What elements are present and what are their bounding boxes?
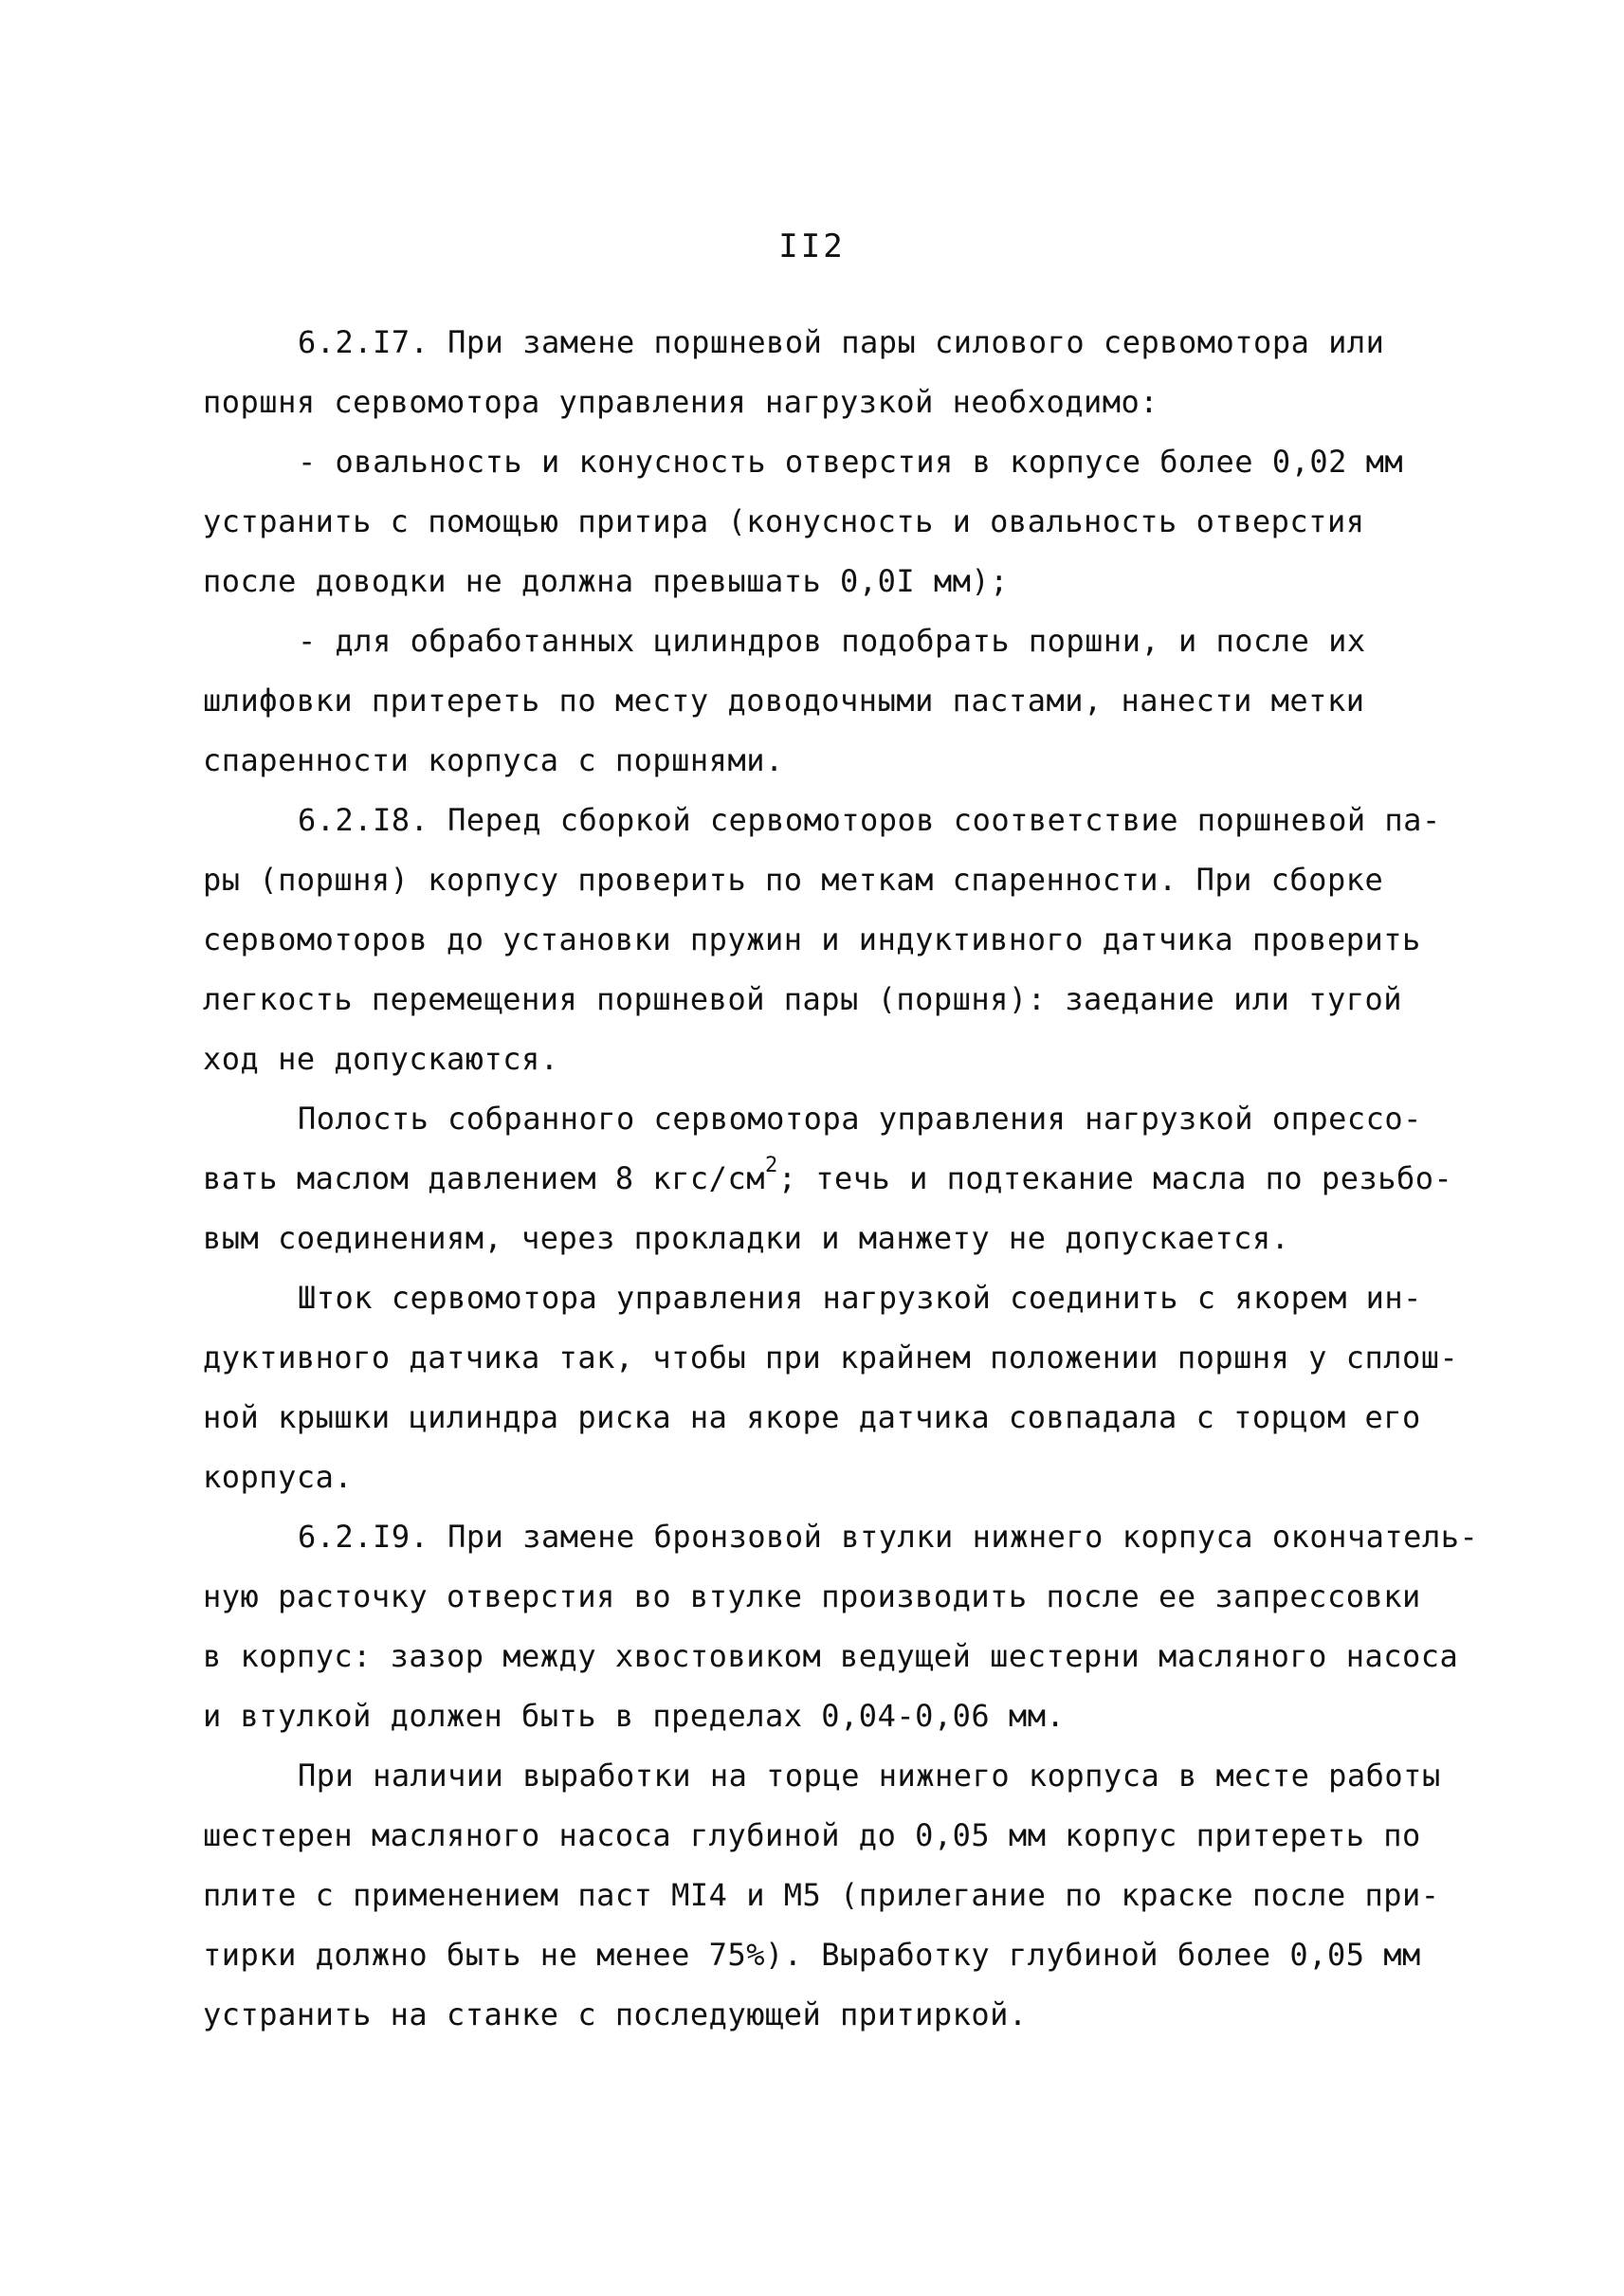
text-line: ной крышки цилиндра риска на якоре датчика совпадала с торцом его: [203, 1399, 1421, 1435]
body-text: [203, 313, 1479, 2045]
text-line: ход не допускаются.: [203, 1041, 559, 1077]
text-line: - овальность и конусность отверстия в корпусе более 0,02 мм: [298, 444, 1404, 480]
text-line: При наличии выработки на торце нижнего корпуса в месте работы: [298, 1758, 1441, 1794]
text-line: Шток сервомотора управления нагрузкой соединить с якорем ин-: [298, 1280, 1422, 1316]
text-line: - для обработанных цилиндров подобрать поршни, и после их: [298, 623, 1366, 659]
text-line: и втулкой должен быть в пределах 0,04-0,06 мм.: [203, 1698, 1066, 1734]
page-number: II2: [778, 228, 846, 265]
text-line: 6.2.I7. При замене поршневой пары силового сервомотора или: [298, 324, 1385, 360]
text-line: 6.2.I9. При замене бронзовой втулки нижнего корпуса окончатель-: [298, 1519, 1479, 1555]
text-fragment: вать маслом давлением 8 кгс/см: [203, 1160, 765, 1196]
text-line: ры (поршня) корпусу проверить по меткам спаренности. При сборке: [203, 862, 1384, 898]
text-line: 6.2.I8. Перед сборкой сервомоторов соответствие поршневой па-: [298, 802, 1441, 838]
text-line: тирки должно быть не менее 75%). Выработку глубиной более 0,05 мм: [203, 1937, 1421, 1973]
text-line: сервомоторов до установки пружин и индуктивного датчика проверить: [203, 921, 1421, 957]
text-line-with-superscript: [203, 1149, 1473, 1209]
text-line: в корпус: зазор между хвостовиком ведущей шестерни масляного насоса: [203, 1638, 1459, 1674]
text-line: поршня сервомотора управления нагрузкой необходимо:: [203, 384, 1159, 420]
text-line: дуктивного датчика так, чтобы при крайнем положении поршня у сплош-: [203, 1339, 1459, 1376]
text-line: вым соединениям, через прокладки и манжету не допускается.: [203, 1220, 1290, 1256]
superscript: 2: [764, 1154, 778, 1178]
text-line: легкость перемещения поршневой пары (поршня): заедание или тугой: [203, 981, 1402, 1017]
text-line: шестерен масляного насоса глубиной до 0,05 мм корпус притереть по: [203, 1817, 1421, 1853]
text-line: спаренности корпуса с поршнями.: [203, 742, 784, 778]
text-line: ную расточку отверстия во втулке производить после ее запрессовки: [203, 1578, 1421, 1614]
text-line: после доводки не должна превышать 0,0I мм);: [203, 563, 1009, 599]
text-line: плите с применением паст МI4 и М5 (прилегание по краске после при-: [203, 1877, 1440, 1913]
text-line: шлифовки притереть по месту доводочными пастами, нанести метки: [203, 683, 1365, 719]
text-line: Полость собранного сервомотора управления нагрузкой опрессо-: [298, 1101, 1422, 1137]
text-line: устранить на станке с последующей притиркой.: [203, 1996, 1028, 2032]
text-fragment: ; течь и подтекание масла по резьбо-: [777, 1160, 1453, 1196]
text-line: устранить с помощью притира (конусность и овальность отверстия: [203, 503, 1365, 539]
text-line: корпуса.: [203, 1459, 354, 1495]
